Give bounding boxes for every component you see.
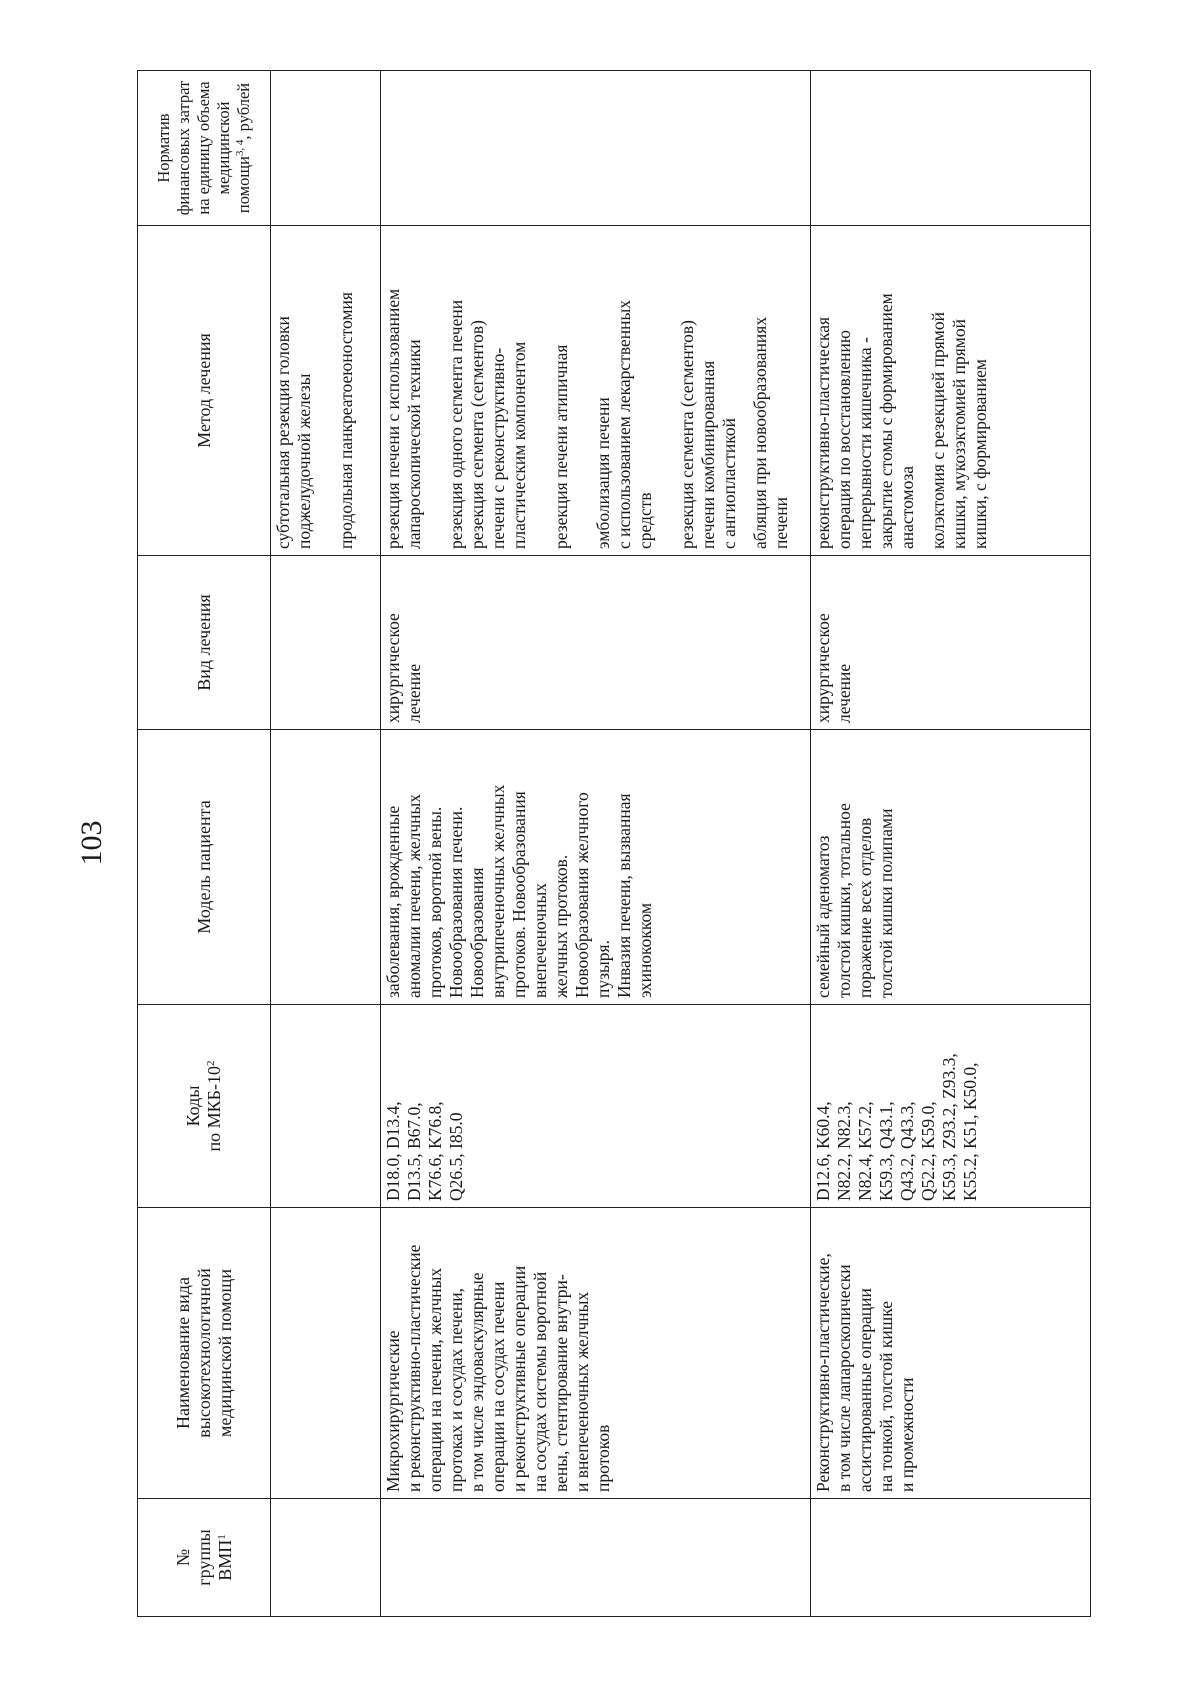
rotated-table-wrapper (137, 71, 1200, 1617)
cell-group-number (811, 1499, 1091, 1617)
cell-icd-codes: D18.0, D13.4, D13.5, B67.0, K76.6, K76.8, Q26.5, I85.0 (381, 1005, 811, 1208)
cell-treatment-type (271, 556, 381, 730)
header-icd-codes: Коды по МКБ-$10^2$ (138, 1005, 271, 1208)
cell-care-type-name: Реконструктивно-пластические, в том числе лапароскопически ассистированные операции на тонкой, толстой кишке и промежности (811, 1208, 1091, 1499)
cell-group-number (271, 1499, 381, 1617)
cell-patient-model (271, 730, 381, 1005)
cell-group-number (381, 1499, 811, 1617)
table-row (381, 71, 811, 1617)
cell-treatment-method: реконструктивно-пластическая операция по восстановлению непрерывности кишечника - закрытие стомы с формированием анастомоза колэктомия с резекцией прямой кишки, мукозэктомией прямой кишки, с формированием (811, 226, 1091, 556)
header-patient-model: Модель пациента (138, 730, 271, 1005)
cell-treatment-type: хирургическое лечение (381, 556, 811, 730)
cell-patient-model: семейный аденоматоз толстой кишки, тотальное поражение всех отделов толстой кишки полипами (811, 730, 1091, 1005)
cell-treatment-type: хирургическое лечение (811, 556, 1091, 730)
vmp-table (137, 70, 1091, 1617)
cell-patient-model: заболевания, врожденные аномалии печени, желчных протоков, воротной вены. Новообразования печени. Новообразования внутрипеченочных желчных протоков. Новообразования внепеченочных желчных протоков. Новообразования желчного пузыря. Инвазия печени, вызванная эхинококком (381, 730, 811, 1005)
header-row (138, 71, 271, 1617)
cell-cost-standard (271, 71, 381, 226)
header-group-number: № группы ВМП$^1$ (138, 1499, 271, 1617)
page-number: 103 (75, 820, 108, 866)
cell-icd-codes: D12.6, K60.4, N82.2, N82.3, N82.4, K57.2, K59.3, Q43.1, Q43.2, Q43.3, Q52.2, K59.0, K59.3, Z93.2, Z93.3, K55.2, K51, K50.0, (811, 1005, 1091, 1208)
table-row (811, 71, 1091, 1617)
cell-treatment-method: субтотальная резекция головки поджелудочной железы продольная панкреатоеюностомия (271, 226, 381, 556)
header-treatment-type: Вид лечения (138, 556, 271, 730)
cell-care-type-name: Микрохирургические и реконструктивно-пластические операции на печени, желчных протоках и сосудах печени, в том числе эндоваскулярные операции на сосудах печени и реконструктивные операции на сосудах системы воротной вены, стентирование внутри- и внепеченочных желчных протоков (381, 1208, 811, 1499)
cell-cost-standard (381, 71, 811, 226)
cell-cost-standard (811, 71, 1091, 226)
header-cost-standard: Норматив финансовых затрат на единицу объема медицинской помощи$^{3, 4}$, рублей (138, 71, 271, 226)
cell-treatment-method: резекция печени с использованием лапароскопической техники резекция одного сегмента печени резекция сегмента (сегментов) печени с реконструктивно- пластическим компонентом резекция печени атипичная эмболизация печени с использованием лекарственных средств резекция сегмента (сегментов) печени комбинированная с ангиопластикой абляция при новообразованиях печени (381, 226, 811, 556)
cell-icd-codes (271, 1005, 381, 1208)
table-row (271, 71, 381, 1617)
header-care-type-name: Наименование вида высокотехнологичной медицинской помощи (138, 1208, 271, 1499)
header-treatment-method: Метод лечения (138, 226, 271, 556)
cell-care-type-name (271, 1208, 381, 1499)
